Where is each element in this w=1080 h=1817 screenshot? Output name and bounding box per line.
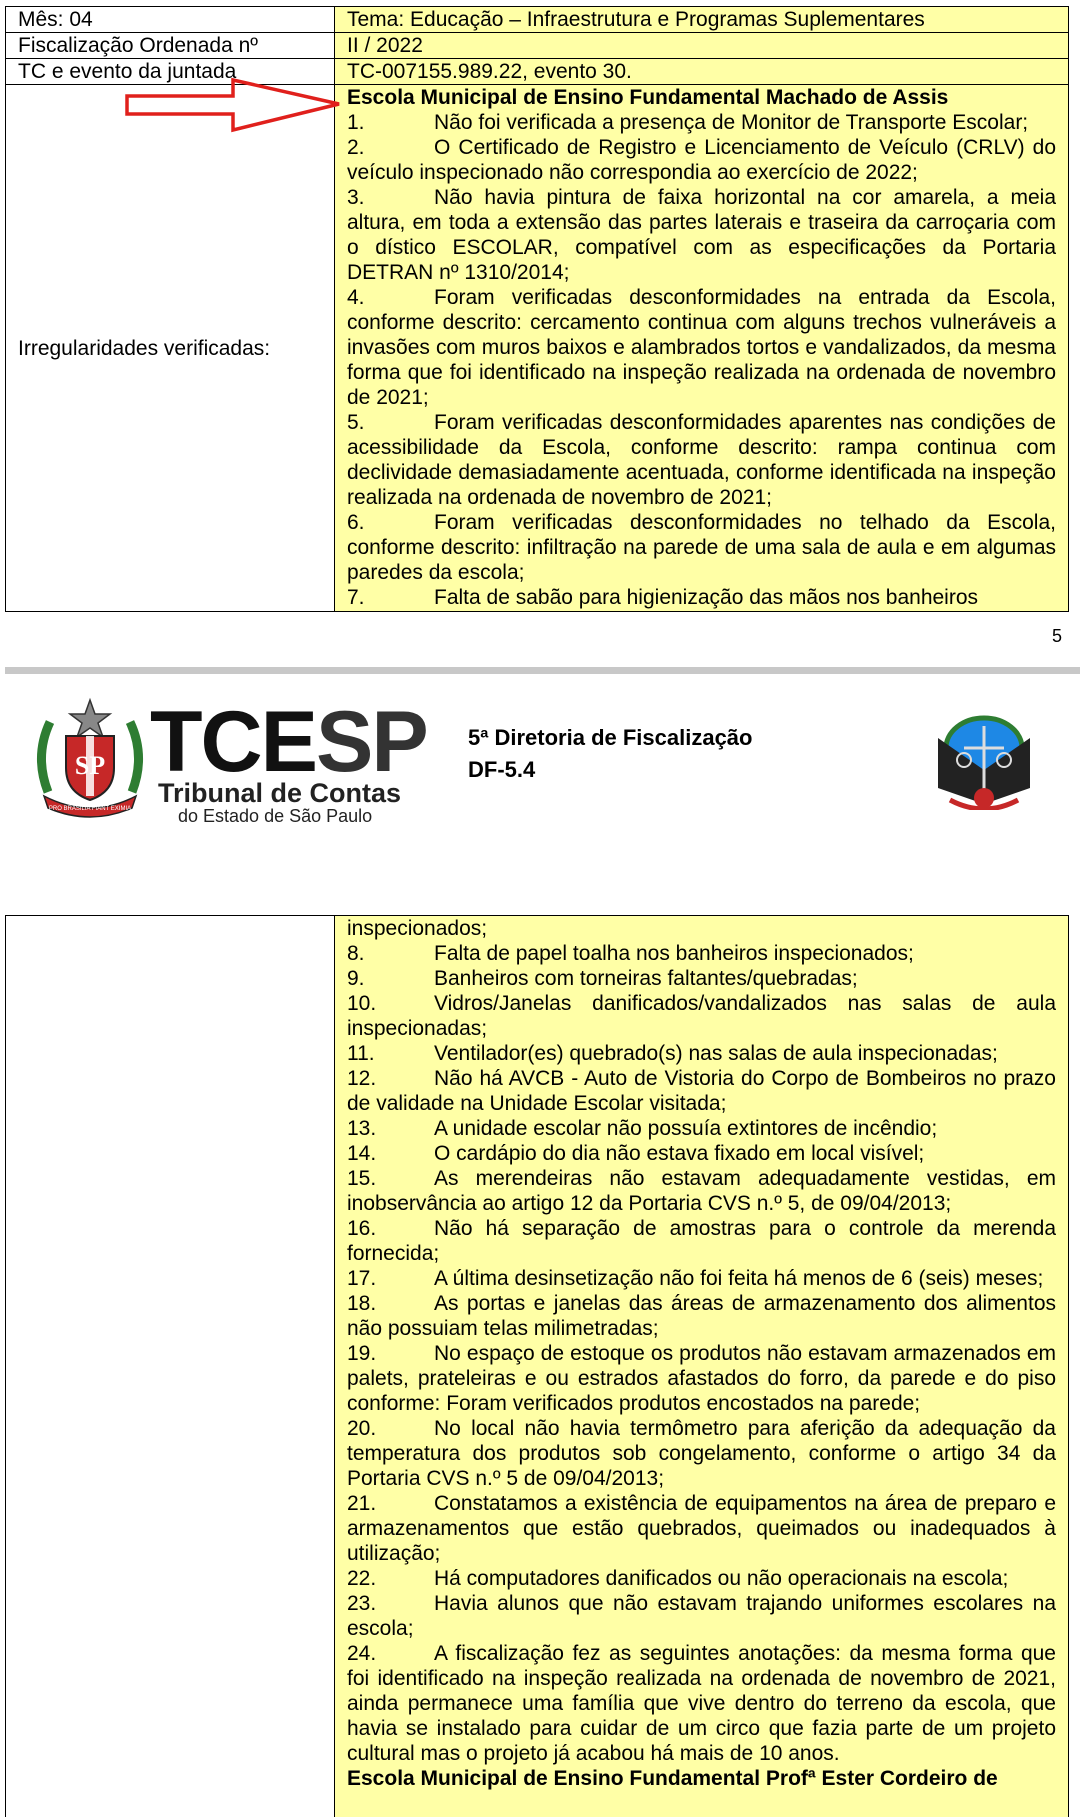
list-item bbox=[347, 966, 1056, 991]
item-text: Não havia pintura de faixa horizontal na cor amarela, a meia altura, em toda a extensão das partes laterais e traseira da carroçaria com o dístico ESCOLAR, compatível com as especificações da Portaria DETRAN nº 1310/2014; bbox=[347, 186, 1056, 284]
item-text: Vidros/Janelas danificados/vandalizados nas salas de aula inspecionadas; bbox=[347, 992, 1056, 1040]
tcesp-logo: TCESP bbox=[150, 702, 427, 782]
irregularities-list-continued bbox=[335, 916, 1069, 1817]
list-item bbox=[347, 1266, 1056, 1291]
item-text: Foram verificadas desconformidades na entrada da Escola, conforme descrito: cercamento continua com alguns trechos vulneráveis a invasões com muros baixos e alambrados tortos e vandalizados, da mesma forma que foi identificado na inspeção realizada na ordenada de novembro de 2021; bbox=[347, 286, 1056, 409]
list-item bbox=[347, 585, 1056, 610]
irregularities-list bbox=[335, 85, 1069, 612]
row-value: TC-007155.989.22, evento 30. bbox=[335, 59, 1069, 85]
item-number: 2. bbox=[347, 135, 434, 160]
item-number: 8. bbox=[347, 941, 434, 966]
item-number: 9. bbox=[347, 966, 434, 991]
seal-ribbon-text: PRO BRASILIA FIANT EXIMIA bbox=[49, 806, 131, 812]
item-text: Falta de sabão para higienização das mãos nos banheiros bbox=[434, 586, 978, 609]
item-text: Há computadores danificados ou não operacionais na escola; bbox=[434, 1567, 1008, 1590]
item-text: No local não havia termômetro para aferição da adequação da temperatura dos produtos sob congelamento, conforme o artigo 34 da Portaria CVS n.º 5 de 09/04/2013; bbox=[347, 1417, 1056, 1490]
list-item bbox=[347, 941, 1056, 966]
row-value: II / 2022 bbox=[335, 33, 1069, 59]
list-item bbox=[347, 510, 1056, 585]
directorate-name: 5ª Diretoria de Fiscalização bbox=[468, 722, 753, 754]
list-item bbox=[347, 1641, 1056, 1766]
row-label: Mês: 04 bbox=[6, 7, 335, 33]
item-number: 16. bbox=[347, 1216, 434, 1241]
row-label: TC e evento da juntada bbox=[6, 59, 335, 85]
item-text: A fiscalização fez as seguintes anotações: da mesma forma que foi identificado na inspeção realizada na ordenada de novembro de 2021, ainda permanece uma família que vive dentro do terreno da escola, que havia se instalado para cuidar de um circo que fazia parte de um projeto cultural mas o projeto já acabou há mais de 10 anos. bbox=[347, 1642, 1056, 1765]
list-item bbox=[347, 135, 1056, 185]
item-text: Não foi verificada a presença de Monitor de Transporte Escolar; bbox=[434, 111, 1028, 134]
item-number: 19. bbox=[347, 1341, 434, 1366]
page-divider bbox=[5, 667, 1080, 674]
list-item bbox=[347, 110, 1056, 135]
items-list bbox=[347, 110, 1056, 610]
list-item bbox=[347, 1166, 1056, 1216]
list-item bbox=[347, 410, 1056, 510]
item-number: 12. bbox=[347, 1066, 434, 1091]
item-number: 15. bbox=[347, 1166, 434, 1191]
page-number: 5 bbox=[1052, 626, 1062, 647]
list-item bbox=[347, 1041, 1056, 1066]
item-text: No espaço de estoque os produtos não estavam armazenados em palets, prateleiras e ou estrados afastados do forro, da parede e do piso conforme: Foram verificados produtos encostados na parede; bbox=[347, 1342, 1056, 1415]
logo-line2: do Estado de São Paulo bbox=[178, 806, 372, 827]
row-value: Tema: Educação – Infraestrutura e Programas Suplementares bbox=[335, 7, 1069, 33]
item-number: 24. bbox=[347, 1641, 434, 1666]
sao-paulo-seal-icon bbox=[28, 696, 152, 820]
item-text: A última desinsetização não foi feita há menos de 6 (seis) meses; bbox=[434, 1267, 1043, 1290]
item-number: 18. bbox=[347, 1291, 434, 1316]
item-text: Falta de papel toalha nos banheiros inspecionados; bbox=[434, 942, 914, 965]
item-number: 13. bbox=[347, 1116, 434, 1141]
directorate-emblem-icon bbox=[930, 708, 1038, 810]
item-text: O cardápio do dia não estava fixado em local visível; bbox=[434, 1142, 924, 1165]
list-item bbox=[347, 1066, 1056, 1116]
item-number: 21. bbox=[347, 1491, 434, 1516]
item-number: 3. bbox=[347, 185, 434, 210]
seal-initials: SP bbox=[75, 751, 105, 780]
list-item bbox=[347, 1141, 1056, 1166]
irregularities-label: Irregularidades verificadas: bbox=[6, 85, 335, 612]
logo-line1: Tribunal de Contas bbox=[158, 778, 401, 809]
item-number: 10. bbox=[347, 991, 434, 1016]
row-label-empty bbox=[6, 916, 335, 1817]
page-header bbox=[0, 682, 1080, 832]
item-number: 23. bbox=[347, 1591, 434, 1616]
item-text: Não há AVCB - Auto de Vistoria do Corpo de Bombeiros no prazo de validade na Unidade Escolar visitada; bbox=[347, 1067, 1056, 1115]
list-item bbox=[347, 991, 1056, 1041]
item-number: 17. bbox=[347, 1266, 434, 1291]
items-list bbox=[347, 941, 1056, 1766]
list-item bbox=[347, 1116, 1056, 1141]
item-text: Ventilador(es) quebrado(s) nas salas de aula inspecionadas; bbox=[434, 1042, 998, 1065]
item-text: Não há separação de amostras para o controle da merenda fornecida; bbox=[347, 1217, 1056, 1265]
item-text: Constatamos a existência de equipamentos na área de preparo e armazenamentos que estão quebrados, queimados ou inadequados à utilização; bbox=[347, 1492, 1056, 1565]
row-label: Fiscalização Ordenada nº bbox=[6, 33, 335, 59]
list-item bbox=[347, 1216, 1056, 1266]
item-text: O Certificado de Registro e Licenciamento de Veículo (CRLV) do veículo inspecionado não correspondia ao exercício de 2022; bbox=[347, 136, 1056, 184]
school-title: Escola Municipal de Ensino Fundamental Machado de Assis bbox=[347, 85, 1056, 110]
item-number: 11. bbox=[347, 1041, 434, 1066]
list-item bbox=[347, 1416, 1056, 1491]
item-number: 20. bbox=[347, 1416, 434, 1441]
item-number: 4. bbox=[347, 285, 434, 310]
item-text: Havia alunos que não estavam trajando uniformes escolares na escola; bbox=[347, 1592, 1056, 1640]
list-item bbox=[347, 1341, 1056, 1416]
item-number: 6. bbox=[347, 510, 434, 535]
list-item bbox=[347, 1491, 1056, 1566]
directorate-title bbox=[468, 722, 753, 786]
red-arrow-icon bbox=[125, 76, 345, 138]
list-item bbox=[347, 1591, 1056, 1641]
item-text: As merendeiras não estavam adequadamente vestidas, em inobservância ao artigo 12 da Portaria CVS n.º 5, de 09/04/2013; bbox=[347, 1167, 1056, 1215]
table-row bbox=[6, 916, 1069, 1817]
list-item bbox=[347, 285, 1056, 410]
item-text: As portas e janelas das áreas de armazenamento dos alimentos não possuiam telas milimetradas; bbox=[347, 1292, 1056, 1340]
item-number: 14. bbox=[347, 1141, 434, 1166]
next-school-title: Escola Municipal de Ensino Fundamental Profª Ester Cordeiro de bbox=[347, 1766, 1056, 1791]
continuation-text: inspecionados; bbox=[347, 916, 1056, 941]
item-text: A unidade escolar não possuía extintores de incêndio; bbox=[434, 1117, 937, 1140]
item-text: Foram verificadas desconformidades aparentes nas condições de acessibilidade da Escola, conforme descrito: rampa continua com declividade demasiadamente acentuada, conforme identificada na inspeção realizada na ordenada de novembro de 2021; bbox=[347, 411, 1056, 509]
list-item bbox=[347, 185, 1056, 285]
item-number: 22. bbox=[347, 1566, 434, 1591]
directorate-code: DF-5.4 bbox=[468, 754, 753, 786]
list-item bbox=[347, 1566, 1056, 1591]
item-number: 7. bbox=[347, 585, 434, 610]
item-text: Banheiros com torneiras faltantes/quebradas; bbox=[434, 967, 858, 990]
table-row bbox=[6, 85, 1069, 612]
item-number: 1. bbox=[347, 110, 434, 135]
item-text: Foram verificadas desconformidades no telhado da Escola, conforme descrito: infiltração na parede de uma sala de aula e em algumas paredes da escola; bbox=[347, 511, 1056, 584]
inspection-table-page2 bbox=[5, 915, 1069, 1817]
table-row bbox=[6, 33, 1069, 59]
list-item bbox=[347, 1291, 1056, 1341]
table-row bbox=[6, 7, 1069, 33]
item-number: 5. bbox=[347, 410, 434, 435]
